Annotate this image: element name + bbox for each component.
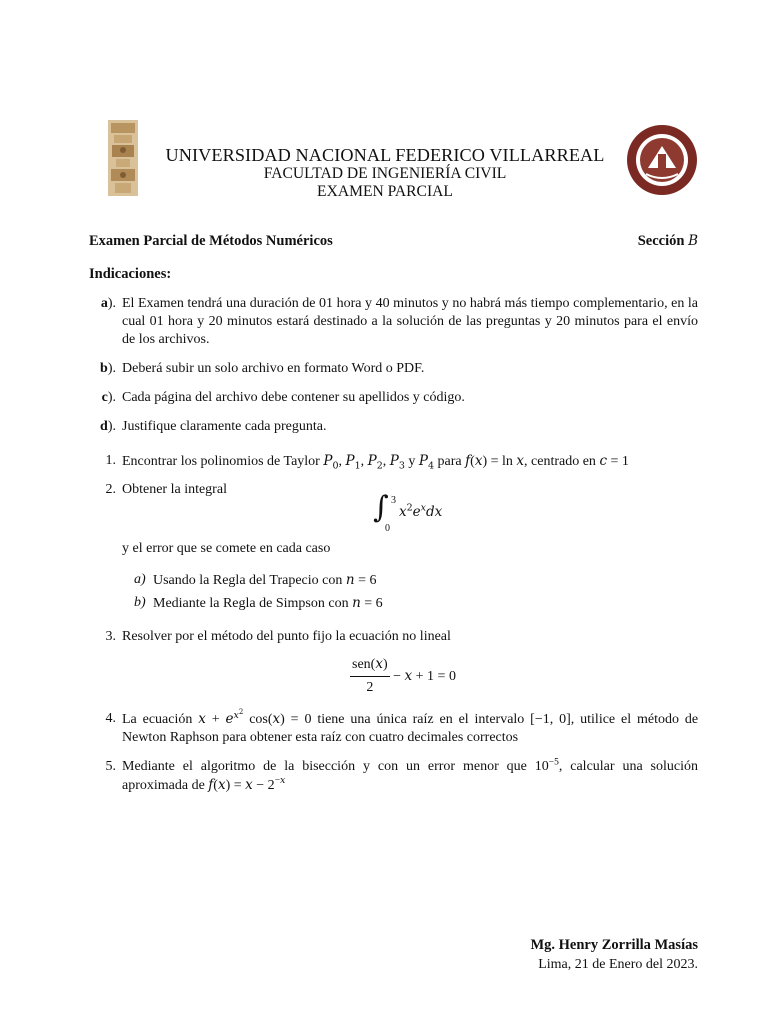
instruction-c: Cada página del archivo debe contener su apellidos y código. — [122, 390, 465, 405]
question-2b-label: b) — [134, 595, 146, 610]
instruction-d: Justifique claramente cada pregunta. — [122, 419, 327, 434]
question-3-number: 3. — [105, 629, 116, 644]
question-2-followup: y el error que se comete en cada caso — [122, 541, 331, 556]
faculty-name: FACULTAD DE INGENIERÍA CIVIL — [263, 165, 507, 182]
question-3: Resolver por el método del punto fijo la ecuación no lineal — [122, 629, 451, 644]
instruction-label-c: c). — [101, 390, 116, 405]
question-2-number: 2. — [105, 482, 116, 497]
question-1: Encontrar los polinomios de Taylor $P_0$, $P_1$, $P_2$, $P_3$ y $P_4$ para f(x) = ln x, centrado en c = 1 — [122, 453, 629, 472]
question-5: Mediante el algoritmo de la bisección y con un error menor que $10^{-5}$, calcular una solución aproximada de $f(x) = x - 2^{-x}$ — [122, 757, 698, 793]
faculty-seal-logo — [624, 124, 700, 196]
question-2a-label: a) — [134, 572, 146, 587]
question-5-number: 5. — [105, 759, 116, 774]
question-4: La ecuación $x + e^{x^2}$ cos(x) = 0 tiene una única raíz en el intervalo [−1, 0], utilice el método de Newton Raphson para obtener esta raíz con cuatro decimales correctos — [122, 707, 699, 745]
fixed-point-equation: $\frac{\text{sen(x)}}{2}$ − x + 1 = 0 — [352, 656, 456, 695]
signature-name: Mg. Henry Zorrilla Masías — [530, 937, 698, 953]
instruction-label-b: b). — [100, 361, 116, 376]
university-name: UNIVERSIDAD NACIONAL FEDERICO VILLARREAL — [165, 145, 605, 165]
question-4-number: 4. — [105, 711, 116, 726]
instruction-label-a: a). — [100, 296, 116, 311]
instruction-label-d: d). — [100, 419, 116, 434]
exam-title: Examen Parcial de Métodos Numéricos — [89, 233, 333, 249]
question-2a: Usando la Regla del Trapecio con n = 6 — [153, 572, 377, 588]
question-1-number: 1. — [105, 453, 116, 468]
integral-expression: ∫ 3 0 $x^2e^xdx$ — [373, 490, 443, 534]
question-2: Obtener la integral — [122, 482, 227, 497]
section-label: Sección B — [637, 233, 698, 249]
instructions-heading: Indicaciones: — [89, 266, 172, 282]
question-2b: Mediante la Regla de Simpson con n = 6 — [153, 595, 383, 611]
signature-date: Lima, 21 de Enero del 2023. — [538, 957, 698, 972]
totem-logo — [108, 120, 138, 196]
instruction-a: El Examen tendrá una duración de 01 hora y 40 minutos y no habrá más tiempo complementario, en la cual 01 hora y 20 minutos estará destinado a la solución de las preguntas y 20 minutos para el envío de los archivos. — [122, 296, 698, 347]
exam-type: EXAMEN PARCIAL — [317, 183, 453, 200]
instruction-b: Deberá subir un solo archivo en formato Word o PDF. — [122, 361, 425, 376]
